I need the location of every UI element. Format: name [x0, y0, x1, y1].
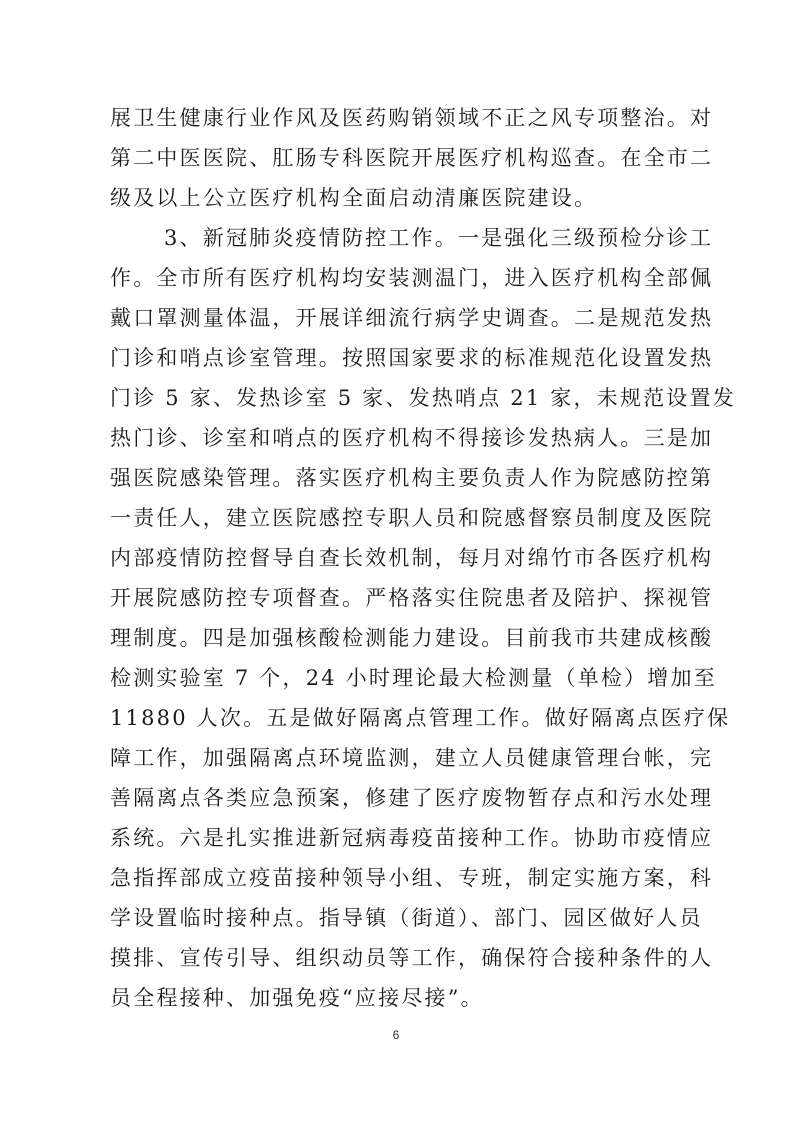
body-line: 级及以上公立医疗机构全面启动清廉医院建设。 — [110, 186, 598, 210]
body-line: 员全程接种、加强免疫“应接尽接”。 — [110, 986, 484, 1010]
body-line: 第二中医医院、肛肠专科医院开展医疗机构巡查。在全市二 — [110, 146, 714, 170]
body-line: 善隔离点各类应急预案，修建了医疗废物暂存点和污水处理 — [110, 786, 714, 810]
body-line: 障工作，加强隔离点环境监测，建立人员健康管理台帐，完 — [110, 746, 714, 770]
body-line: 内部疫情防控督导自查长效机制，每月对绵竹市各医疗机构 — [110, 546, 714, 570]
body-line: 摸排、宣传引导、组织动员等工作，确保符合接种条件的人 — [110, 946, 714, 970]
page-number: 6 — [392, 1028, 400, 1042]
body-line: 门诊和哨点诊室管理。按照国家要求的标准规范化设置发热 — [110, 346, 714, 370]
body-line: 理制度。四是加强核酸检测能力建设。目前我市共建成核酸 — [110, 626, 714, 650]
body-line: 作。全市所有医疗机构均安装测温门，进入医疗机构全部佩 — [110, 266, 714, 290]
body-line: 学设置临时接种点。指导镇（街道）、部门、园区做好人员 — [110, 906, 703, 930]
body-line: 热门诊、诊室和哨点的医疗机构不得接诊发热病人。三是加 — [110, 426, 714, 450]
body-line: 检测实验室 7 个，24 小时理论最大检测量（单检）增加至 — [110, 666, 717, 690]
body-line: 展卫生健康行业作风及医药购销领域不正之风专项整治。对 — [110, 106, 714, 130]
body-line: 开展院感防控专项督查。严格落实住院患者及陪护、探视管 — [110, 586, 714, 610]
body-line: 强医院感染管理。落实医疗机构主要负责人作为院感防控第 — [110, 466, 714, 490]
body-line: 系统。六是扎实推进新冠病毒疫苗接种工作。协助市疫情应 — [110, 826, 714, 850]
body-line: 门诊 5 家、发热诊室 5 家、发热哨点 21 家，未规范设置发 — [110, 386, 736, 410]
paragraph-first-line: 3、新冠肺炎疫情防控工作。一是强化三级预检分诊工 — [164, 226, 714, 250]
body-line: 戴口罩测量体温，开展详细流行病学史调查。二是规范发热 — [110, 306, 714, 330]
body-line: 一责任人，建立医院感控专职人员和院感督察员制度及医院 — [110, 506, 714, 530]
body-line: 急指挥部成立疫苗接种领导小组、专班，制定实施方案，科 — [110, 866, 714, 890]
body-line: 11880 人次。五是做好隔离点管理工作。做好隔离点医疗保 — [110, 706, 731, 730]
